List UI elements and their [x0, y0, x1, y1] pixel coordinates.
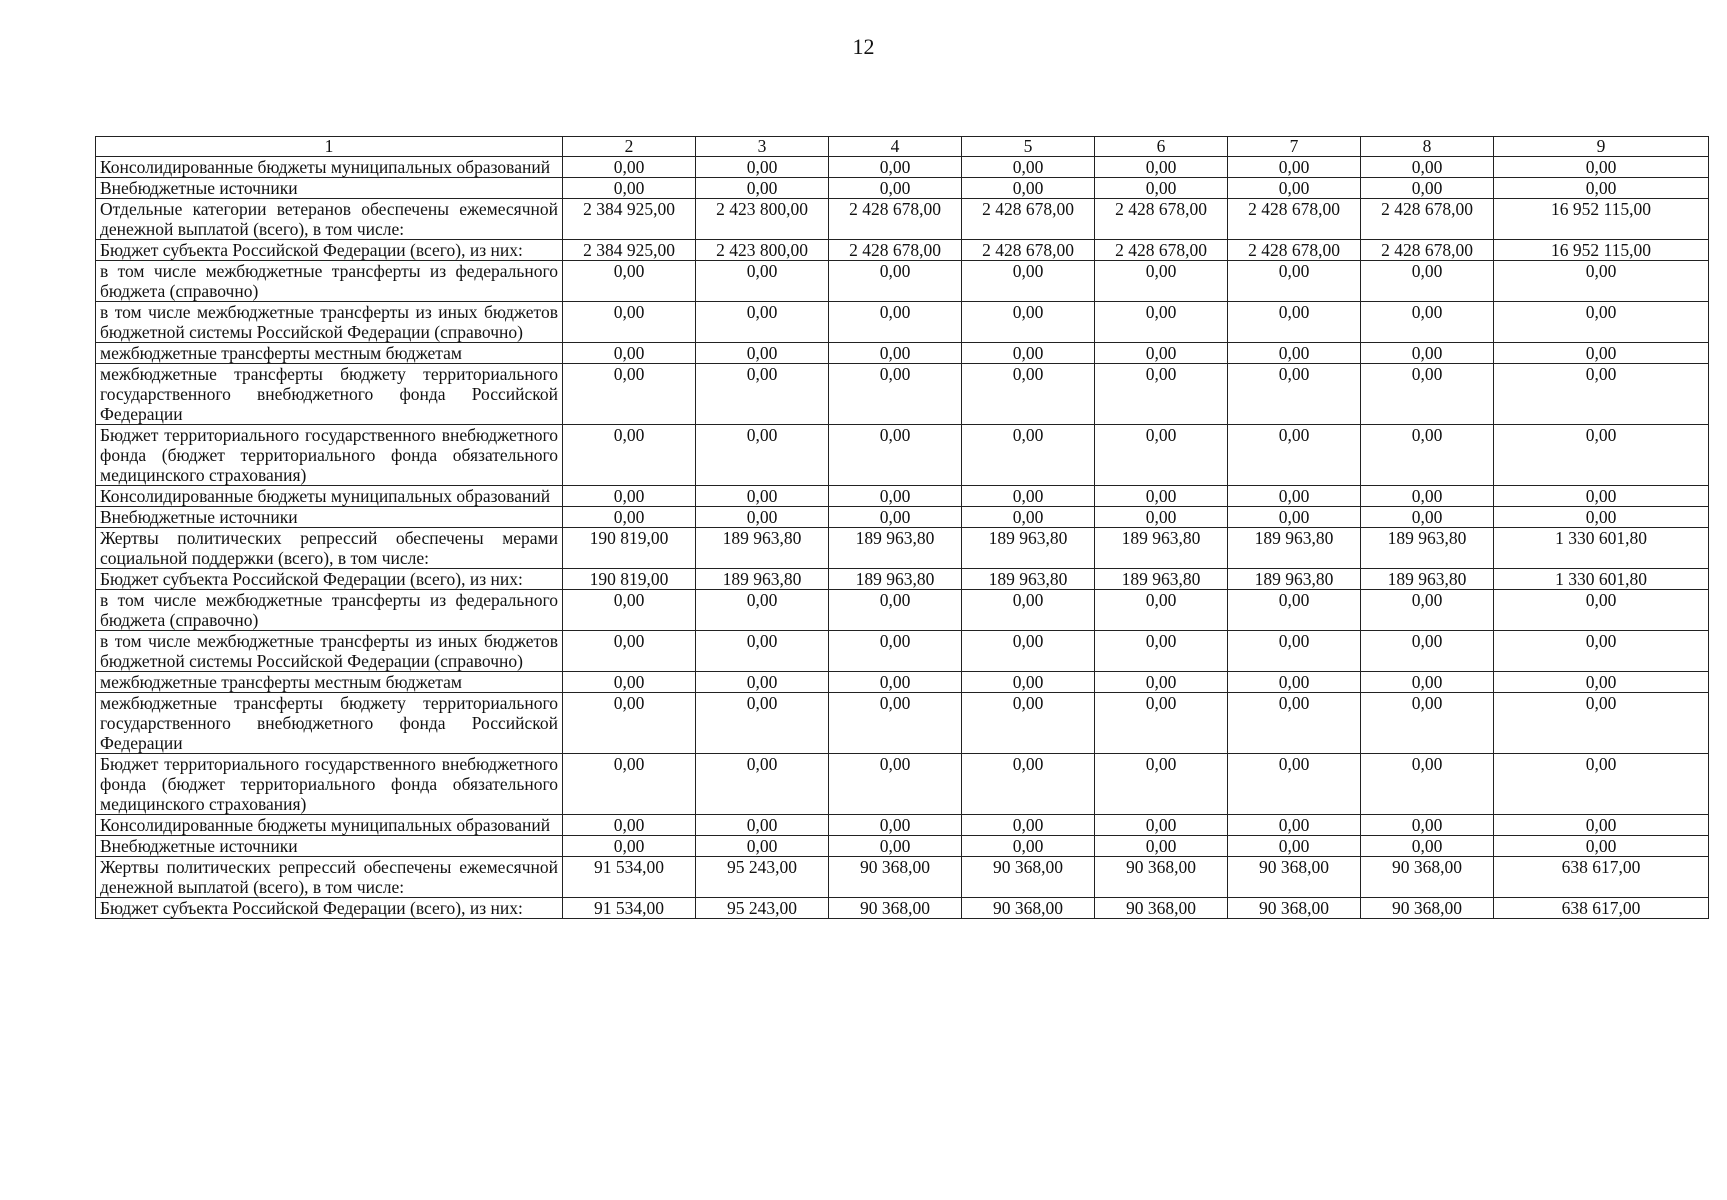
row-label: межбюджетные трансферты местным бюджетам — [96, 343, 563, 364]
cell-value: 2 428 678,00 — [962, 199, 1095, 240]
cell-value: 0,00 — [696, 302, 829, 343]
cell-value: 0,00 — [962, 590, 1095, 631]
cell-value: 0,00 — [696, 157, 829, 178]
cell-value: 0,00 — [696, 631, 829, 672]
cell-value: 0,00 — [563, 343, 696, 364]
row-label: Отдельные категории ветеранов обеспечены ежемесячной денежной выплатой (всего), в том числе: — [96, 199, 563, 240]
cell-value: 0,00 — [962, 754, 1095, 815]
table-row — [96, 569, 1709, 590]
cell-value: 0,00 — [1095, 754, 1228, 815]
cell-value: 190 819,00 — [563, 528, 696, 569]
cell-value: 0,00 — [563, 693, 696, 754]
cell-value: 0,00 — [696, 343, 829, 364]
cell-value: 0,00 — [962, 261, 1095, 302]
cell-value: 0,00 — [1095, 261, 1228, 302]
cell-value: 0,00 — [1228, 754, 1361, 815]
cell-value: 2 428 678,00 — [1095, 240, 1228, 261]
header-row — [96, 137, 1709, 157]
cell-value: 0,00 — [1095, 836, 1228, 857]
cell-value: 0,00 — [1228, 486, 1361, 507]
cell-value: 0,00 — [829, 302, 962, 343]
cell-value: 0,00 — [829, 425, 962, 486]
cell-value: 2 423 800,00 — [696, 199, 829, 240]
cell-value: 0,00 — [1095, 425, 1228, 486]
cell-value: 0,00 — [1494, 815, 1709, 836]
cell-value: 2 428 678,00 — [1228, 199, 1361, 240]
cell-value: 0,00 — [962, 302, 1095, 343]
cell-value: 0,00 — [563, 754, 696, 815]
cell-value: 0,00 — [962, 836, 1095, 857]
column-header: 4 — [829, 137, 962, 157]
table-row — [96, 672, 1709, 693]
cell-value: 0,00 — [1494, 178, 1709, 199]
cell-value: 189 963,80 — [1361, 569, 1494, 590]
cell-value: 0,00 — [696, 486, 829, 507]
cell-value: 0,00 — [696, 590, 829, 631]
table-row — [96, 199, 1709, 240]
cell-value: 90 368,00 — [829, 857, 962, 898]
cell-value: 0,00 — [1228, 425, 1361, 486]
cell-value: 90 368,00 — [1228, 898, 1361, 919]
cell-value: 189 963,80 — [962, 528, 1095, 569]
cell-value: 0,00 — [1095, 178, 1228, 199]
cell-value: 189 963,80 — [829, 569, 962, 590]
cell-value: 0,00 — [962, 178, 1095, 199]
cell-value: 0,00 — [1361, 754, 1494, 815]
row-label: Консолидированные бюджеты муниципальных образований — [96, 157, 563, 178]
cell-value: 0,00 — [1361, 157, 1494, 178]
cell-value: 0,00 — [1494, 693, 1709, 754]
cell-value: 90 368,00 — [1228, 857, 1361, 898]
cell-value: 0,00 — [829, 672, 962, 693]
cell-value: 0,00 — [1361, 836, 1494, 857]
cell-value: 0,00 — [962, 693, 1095, 754]
cell-value: 1 330 601,80 — [1494, 528, 1709, 569]
row-label: Внебюджетные источники — [96, 178, 563, 199]
cell-value: 2 428 678,00 — [1361, 240, 1494, 261]
cell-value: 0,00 — [1361, 590, 1494, 631]
cell-value: 0,00 — [1228, 507, 1361, 528]
cell-value: 2 423 800,00 — [696, 240, 829, 261]
cell-value: 0,00 — [563, 590, 696, 631]
column-header: 2 — [563, 137, 696, 157]
cell-value: 0,00 — [829, 261, 962, 302]
column-header: 8 — [1361, 137, 1494, 157]
table-body — [96, 157, 1709, 919]
row-label: межбюджетные трансферты бюджету территориального государственного внебюджетного фонда Российской Федерации — [96, 693, 563, 754]
cell-value: 0,00 — [696, 364, 829, 425]
cell-value: 638 617,00 — [1494, 898, 1709, 919]
cell-value: 0,00 — [1494, 343, 1709, 364]
cell-value: 0,00 — [829, 590, 962, 631]
cell-value: 0,00 — [1095, 157, 1228, 178]
cell-value: 0,00 — [563, 261, 696, 302]
cell-value: 0,00 — [1361, 261, 1494, 302]
cell-value: 0,00 — [696, 672, 829, 693]
table-row — [96, 836, 1709, 857]
row-label: Жертвы политических репрессий обеспечены ежемесячной денежной выплатой (всего), в том числе: — [96, 857, 563, 898]
row-label: в том числе межбюджетные трансферты из иных бюджетов бюджетной системы Российской Федерации (справочно) — [96, 631, 563, 672]
cell-value: 0,00 — [563, 364, 696, 425]
cell-value: 90 368,00 — [962, 898, 1095, 919]
cell-value: 0,00 — [563, 815, 696, 836]
cell-value: 0,00 — [1494, 302, 1709, 343]
table-row — [96, 178, 1709, 199]
cell-value: 0,00 — [1095, 486, 1228, 507]
column-header: 1 — [96, 137, 563, 157]
cell-value: 0,00 — [1361, 507, 1494, 528]
cell-value: 0,00 — [829, 364, 962, 425]
cell-value: 2 428 678,00 — [962, 240, 1095, 261]
table-row — [96, 631, 1709, 672]
cell-value: 189 963,80 — [1228, 528, 1361, 569]
cell-value: 0,00 — [829, 815, 962, 836]
cell-value: 0,00 — [1228, 178, 1361, 199]
cell-value: 0,00 — [1361, 672, 1494, 693]
row-label: межбюджетные трансферты бюджету территориального государственного внебюджетного фонда Российской Федерации — [96, 364, 563, 425]
cell-value: 0,00 — [1361, 486, 1494, 507]
table-row — [96, 507, 1709, 528]
row-label: Внебюджетные источники — [96, 507, 563, 528]
cell-value: 0,00 — [696, 261, 829, 302]
cell-value: 0,00 — [1228, 693, 1361, 754]
cell-value: 0,00 — [1228, 815, 1361, 836]
cell-value: 90 368,00 — [1095, 857, 1228, 898]
cell-value: 0,00 — [962, 425, 1095, 486]
cell-value: 0,00 — [1228, 590, 1361, 631]
page-number: 12 — [852, 34, 875, 59]
cell-value: 0,00 — [1494, 425, 1709, 486]
cell-value: 0,00 — [1494, 261, 1709, 302]
table-row — [96, 343, 1709, 364]
cell-value: 2 428 678,00 — [1361, 199, 1494, 240]
cell-value: 90 368,00 — [1095, 898, 1228, 919]
cell-value: 0,00 — [1228, 302, 1361, 343]
cell-value: 2 384 925,00 — [563, 240, 696, 261]
cell-value: 0,00 — [696, 425, 829, 486]
cell-value: 0,00 — [563, 157, 696, 178]
column-header: 9 — [1494, 137, 1709, 157]
cell-value: 189 963,80 — [1095, 528, 1228, 569]
cell-value: 0,00 — [1228, 836, 1361, 857]
cell-value: 189 963,80 — [1361, 528, 1494, 569]
cell-value: 0,00 — [563, 425, 696, 486]
cell-value: 0,00 — [1361, 178, 1494, 199]
cell-value: 0,00 — [829, 836, 962, 857]
cell-value: 0,00 — [696, 754, 829, 815]
cell-value: 2 428 678,00 — [1095, 199, 1228, 240]
cell-value: 0,00 — [829, 157, 962, 178]
cell-value: 0,00 — [696, 836, 829, 857]
cell-value: 0,00 — [962, 672, 1095, 693]
cell-value: 189 963,80 — [696, 569, 829, 590]
cell-value: 0,00 — [1494, 364, 1709, 425]
row-label: Бюджет территориального государственного внебюджетного фонда (бюджет территориального фонда обязательного медицинского страхования) — [96, 754, 563, 815]
column-header: 5 — [962, 137, 1095, 157]
cell-value: 189 963,80 — [1228, 569, 1361, 590]
row-label: Консолидированные бюджеты муниципальных образований — [96, 486, 563, 507]
cell-value: 90 368,00 — [1361, 898, 1494, 919]
cell-value: 0,00 — [962, 364, 1095, 425]
cell-value: 1 330 601,80 — [1494, 569, 1709, 590]
cell-value: 0,00 — [1095, 302, 1228, 343]
cell-value: 0,00 — [1494, 631, 1709, 672]
cell-value: 0,00 — [829, 343, 962, 364]
cell-value: 91 534,00 — [563, 857, 696, 898]
cell-value: 0,00 — [1228, 631, 1361, 672]
cell-value: 189 963,80 — [829, 528, 962, 569]
cell-value: 0,00 — [1494, 672, 1709, 693]
cell-value: 0,00 — [1361, 815, 1494, 836]
cell-value: 0,00 — [1095, 815, 1228, 836]
cell-value: 2 428 678,00 — [829, 199, 962, 240]
row-label: в том числе межбюджетные трансферты из федерального бюджета (справочно) — [96, 261, 563, 302]
cell-value: 0,00 — [563, 836, 696, 857]
cell-value: 90 368,00 — [829, 898, 962, 919]
row-label: Бюджет субъекта Российской Федерации (всего), из них: — [96, 240, 563, 261]
row-label: межбюджетные трансферты местным бюджетам — [96, 672, 563, 693]
cell-value: 0,00 — [1361, 302, 1494, 343]
table-row — [96, 857, 1709, 898]
cell-value: 0,00 — [1361, 693, 1494, 754]
table-row — [96, 157, 1709, 178]
table-row — [96, 364, 1709, 425]
cell-value: 0,00 — [563, 486, 696, 507]
table-row — [96, 302, 1709, 343]
cell-value: 0,00 — [829, 178, 962, 199]
cell-value: 90 368,00 — [1361, 857, 1494, 898]
cell-value: 0,00 — [696, 507, 829, 528]
cell-value: 0,00 — [1228, 261, 1361, 302]
cell-value: 2 428 678,00 — [829, 240, 962, 261]
cell-value: 0,00 — [1494, 590, 1709, 631]
table-row — [96, 693, 1709, 754]
cell-value: 0,00 — [829, 631, 962, 672]
cell-value: 0,00 — [1095, 672, 1228, 693]
cell-value: 0,00 — [1095, 364, 1228, 425]
cell-value: 0,00 — [829, 507, 962, 528]
cell-value: 0,00 — [1095, 507, 1228, 528]
cell-value: 0,00 — [1494, 836, 1709, 857]
cell-value: 0,00 — [1095, 590, 1228, 631]
column-header: 3 — [696, 137, 829, 157]
cell-value: 0,00 — [696, 815, 829, 836]
column-header: 7 — [1228, 137, 1361, 157]
cell-value: 189 963,80 — [962, 569, 1095, 590]
cell-value: 0,00 — [563, 178, 696, 199]
cell-value: 0,00 — [962, 631, 1095, 672]
cell-value: 638 617,00 — [1494, 857, 1709, 898]
cell-value: 91 534,00 — [563, 898, 696, 919]
table-row — [96, 898, 1709, 919]
cell-value: 0,00 — [563, 507, 696, 528]
cell-value: 0,00 — [962, 815, 1095, 836]
row-label: в том числе межбюджетные трансферты из иных бюджетов бюджетной системы Российской Федерации (справочно) — [96, 302, 563, 343]
cell-value: 0,00 — [1228, 672, 1361, 693]
table-row — [96, 754, 1709, 815]
cell-value: 0,00 — [1494, 754, 1709, 815]
row-label: Бюджет субъекта Российской Федерации (всего), из них: — [96, 898, 563, 919]
cell-value: 0,00 — [1494, 507, 1709, 528]
cell-value: 0,00 — [829, 754, 962, 815]
cell-value: 2 384 925,00 — [563, 199, 696, 240]
cell-value: 0,00 — [829, 693, 962, 754]
cell-value: 190 819,00 — [563, 569, 696, 590]
cell-value: 95 243,00 — [696, 898, 829, 919]
cell-value: 0,00 — [962, 343, 1095, 364]
cell-value: 90 368,00 — [962, 857, 1095, 898]
cell-value: 0,00 — [1228, 343, 1361, 364]
row-label: Бюджет территориального государственного внебюджетного фонда (бюджет территориального фонда обязательного медицинского страхования) — [96, 425, 563, 486]
cell-value: 0,00 — [563, 631, 696, 672]
table-row — [96, 261, 1709, 302]
cell-value: 0,00 — [1361, 364, 1494, 425]
cell-value: 0,00 — [962, 157, 1095, 178]
cell-value: 0,00 — [563, 302, 696, 343]
cell-value: 0,00 — [1095, 343, 1228, 364]
cell-value: 0,00 — [1494, 486, 1709, 507]
row-label: Консолидированные бюджеты муниципальных образований — [96, 815, 563, 836]
cell-value: 0,00 — [696, 178, 829, 199]
budget-table — [95, 136, 1709, 919]
row-label: в том числе межбюджетные трансферты из федерального бюджета (справочно) — [96, 590, 563, 631]
cell-value: 189 963,80 — [696, 528, 829, 569]
cell-value: 189 963,80 — [1095, 569, 1228, 590]
cell-value: 0,00 — [1228, 157, 1361, 178]
cell-value: 0,00 — [1494, 157, 1709, 178]
table-row — [96, 486, 1709, 507]
cell-value: 0,00 — [962, 507, 1095, 528]
cell-value: 0,00 — [1361, 425, 1494, 486]
row-label: Внебюджетные источники — [96, 836, 563, 857]
cell-value: 95 243,00 — [696, 857, 829, 898]
cell-value: 0,00 — [563, 672, 696, 693]
cell-value: 0,00 — [1361, 343, 1494, 364]
cell-value: 0,00 — [1228, 364, 1361, 425]
cell-value: 16 952 115,00 — [1494, 240, 1709, 261]
cell-value: 2 428 678,00 — [1228, 240, 1361, 261]
table-row — [96, 425, 1709, 486]
table-row — [96, 590, 1709, 631]
cell-value: 0,00 — [1095, 693, 1228, 754]
cell-value: 0,00 — [962, 486, 1095, 507]
cell-value: 16 952 115,00 — [1494, 199, 1709, 240]
cell-value: 0,00 — [1095, 631, 1228, 672]
table-row — [96, 240, 1709, 261]
row-label: Бюджет субъекта Российской Федерации (всего), из них: — [96, 569, 563, 590]
row-label: Жертвы политических репрессий обеспечены мерами социальной поддержки (всего), в том числе: — [96, 528, 563, 569]
cell-value: 0,00 — [1361, 631, 1494, 672]
cell-value: 0,00 — [829, 486, 962, 507]
cell-value: 0,00 — [696, 693, 829, 754]
table-row — [96, 815, 1709, 836]
table-row — [96, 528, 1709, 569]
column-header: 6 — [1095, 137, 1228, 157]
